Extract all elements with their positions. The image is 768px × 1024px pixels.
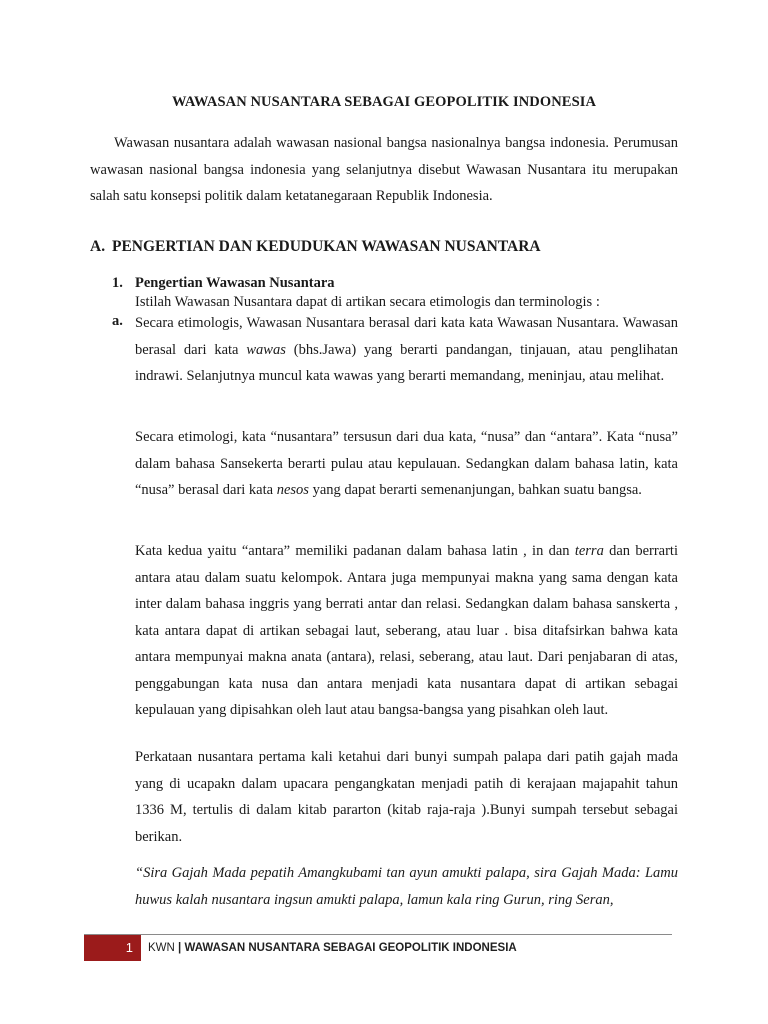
quote-sumpah-palapa: “Sira Gajah Mada pepatih Amangkubami tan ayun amukti palapa, sira Gajah Mada: Lamu huwus kalah nusantara ingsun amukti palapa, lamun kala ring Gurun, ring Seran, (135, 865, 678, 908)
italic-term: nesos (276, 482, 309, 498)
paragraph-text: Secara etimologis, Wawasan Nusantara berasal dari kata kata Wawasan Nusantara. Wawasan berasal dari kata (135, 315, 678, 358)
paragraph-text: Kata kedua yaitu “antara” memiliki padanan dalam bahasa latin , in dan (135, 543, 575, 559)
subsection-heading-text: Pengertian Wawasan Nusantara (135, 275, 335, 291)
item-marker-a: a. (112, 313, 123, 329)
section-marker: A. (90, 238, 106, 255)
paragraph-text: Secara etimologi, kata “nusantara” tersusun dari dua kata, “nusa” dan “antara”. Kata “nusa” dalam bahasa Sansekerta berarti pulau atau kepulauan. Sedangkan dalam bahasa latin, kata “nusa” berasal dari kata (135, 429, 678, 498)
document-title: WAWASAN NUSANTARA SEBAGAI GEOPOLITIK INDONESIA (171, 94, 597, 110)
subsection-heading (112, 275, 678, 292)
paragraph-text: yang dapat berarti semenanjungan, bahkan suatu bangsa. (308, 482, 642, 498)
subsection-marker: 1. (112, 275, 123, 291)
section-heading (90, 238, 678, 256)
subsection-intro: Istilah Wawasan Nusantara dapat di artikan secara etimologis dan terminologis : (135, 294, 600, 310)
paragraph-text: dan berrarti antara atau dalam suatu kelompok. Antara juga mempunyai makna yang sama dengan kata inter dalam bahasa inggris yang berrati antar dan relasi. Sedangkan dalam bahasa sanskerta , kata antara dapat di artikan sebagai laut, seberang, atau luar . bisa ditafsirkan bahwa kata antara mempunyai makna anata (antara), relasi, seberang, atau laut. Dari penjabaran di atas, penggabungan kata nusa dan antara menjadi kata nusantara dapat di artikan sebagai kepulauan yang dipisahkan oleh laut atau bangsa-bangsa yang pisahkan oleh laut. (135, 543, 678, 718)
footer-running-title (148, 935, 517, 961)
footer-title: WAWASAN NUSANTARA SEBAGAI GEOPOLITIK INDONESIA (184, 942, 517, 954)
paragraph-text: (bhs.Jawa) yang berarti pandangan, tinjauan, atau penglihatan indrawi. Selanjutnya muncul kata wawas yang berarti memandang, meninjau, atau melihat. (135, 341, 678, 384)
italic-term: wawas (246, 341, 286, 358)
italic-term: terra (574, 543, 604, 559)
paragraph-sumpah-palapa: Perkataan nusantara pertama kali ketahui dari bunyi sumpah palapa dari patih gajah mada yang di ucapakn dalam upacara pengangkatan menjadi patih di kerajaan majapahit tahun 1336 M, tertulis di dalam kitab pararton (kitab raja-raja ).Bunyi sumpah tersebut sebagai berikan. (135, 749, 678, 845)
footer-separator: | (178, 942, 182, 954)
intro-text: Wawasan nusantara adalah wawasan nasional bangsa nasionalnya bangsa indonesia. Perumusan wawasan nasional bangsa indonesia yang selanjutnya disebut Wawasan Nusantara itu merupakan salah satu konsepsi politik dalam ketatanegaraan Republik Indonesia. (90, 135, 678, 204)
paragraph-etymology-nusantara (135, 424, 678, 504)
paragraph-etymology-wawasan (135, 310, 678, 390)
page-number-box: 1 (84, 935, 141, 961)
paragraph-antara (135, 538, 678, 724)
intro-paragraph (90, 130, 678, 210)
section-heading-text: PENGERTIAN DAN KEDUDUKAN WAWASAN NUSANTARA (112, 238, 541, 255)
footer-prefix: KWN (148, 942, 175, 954)
